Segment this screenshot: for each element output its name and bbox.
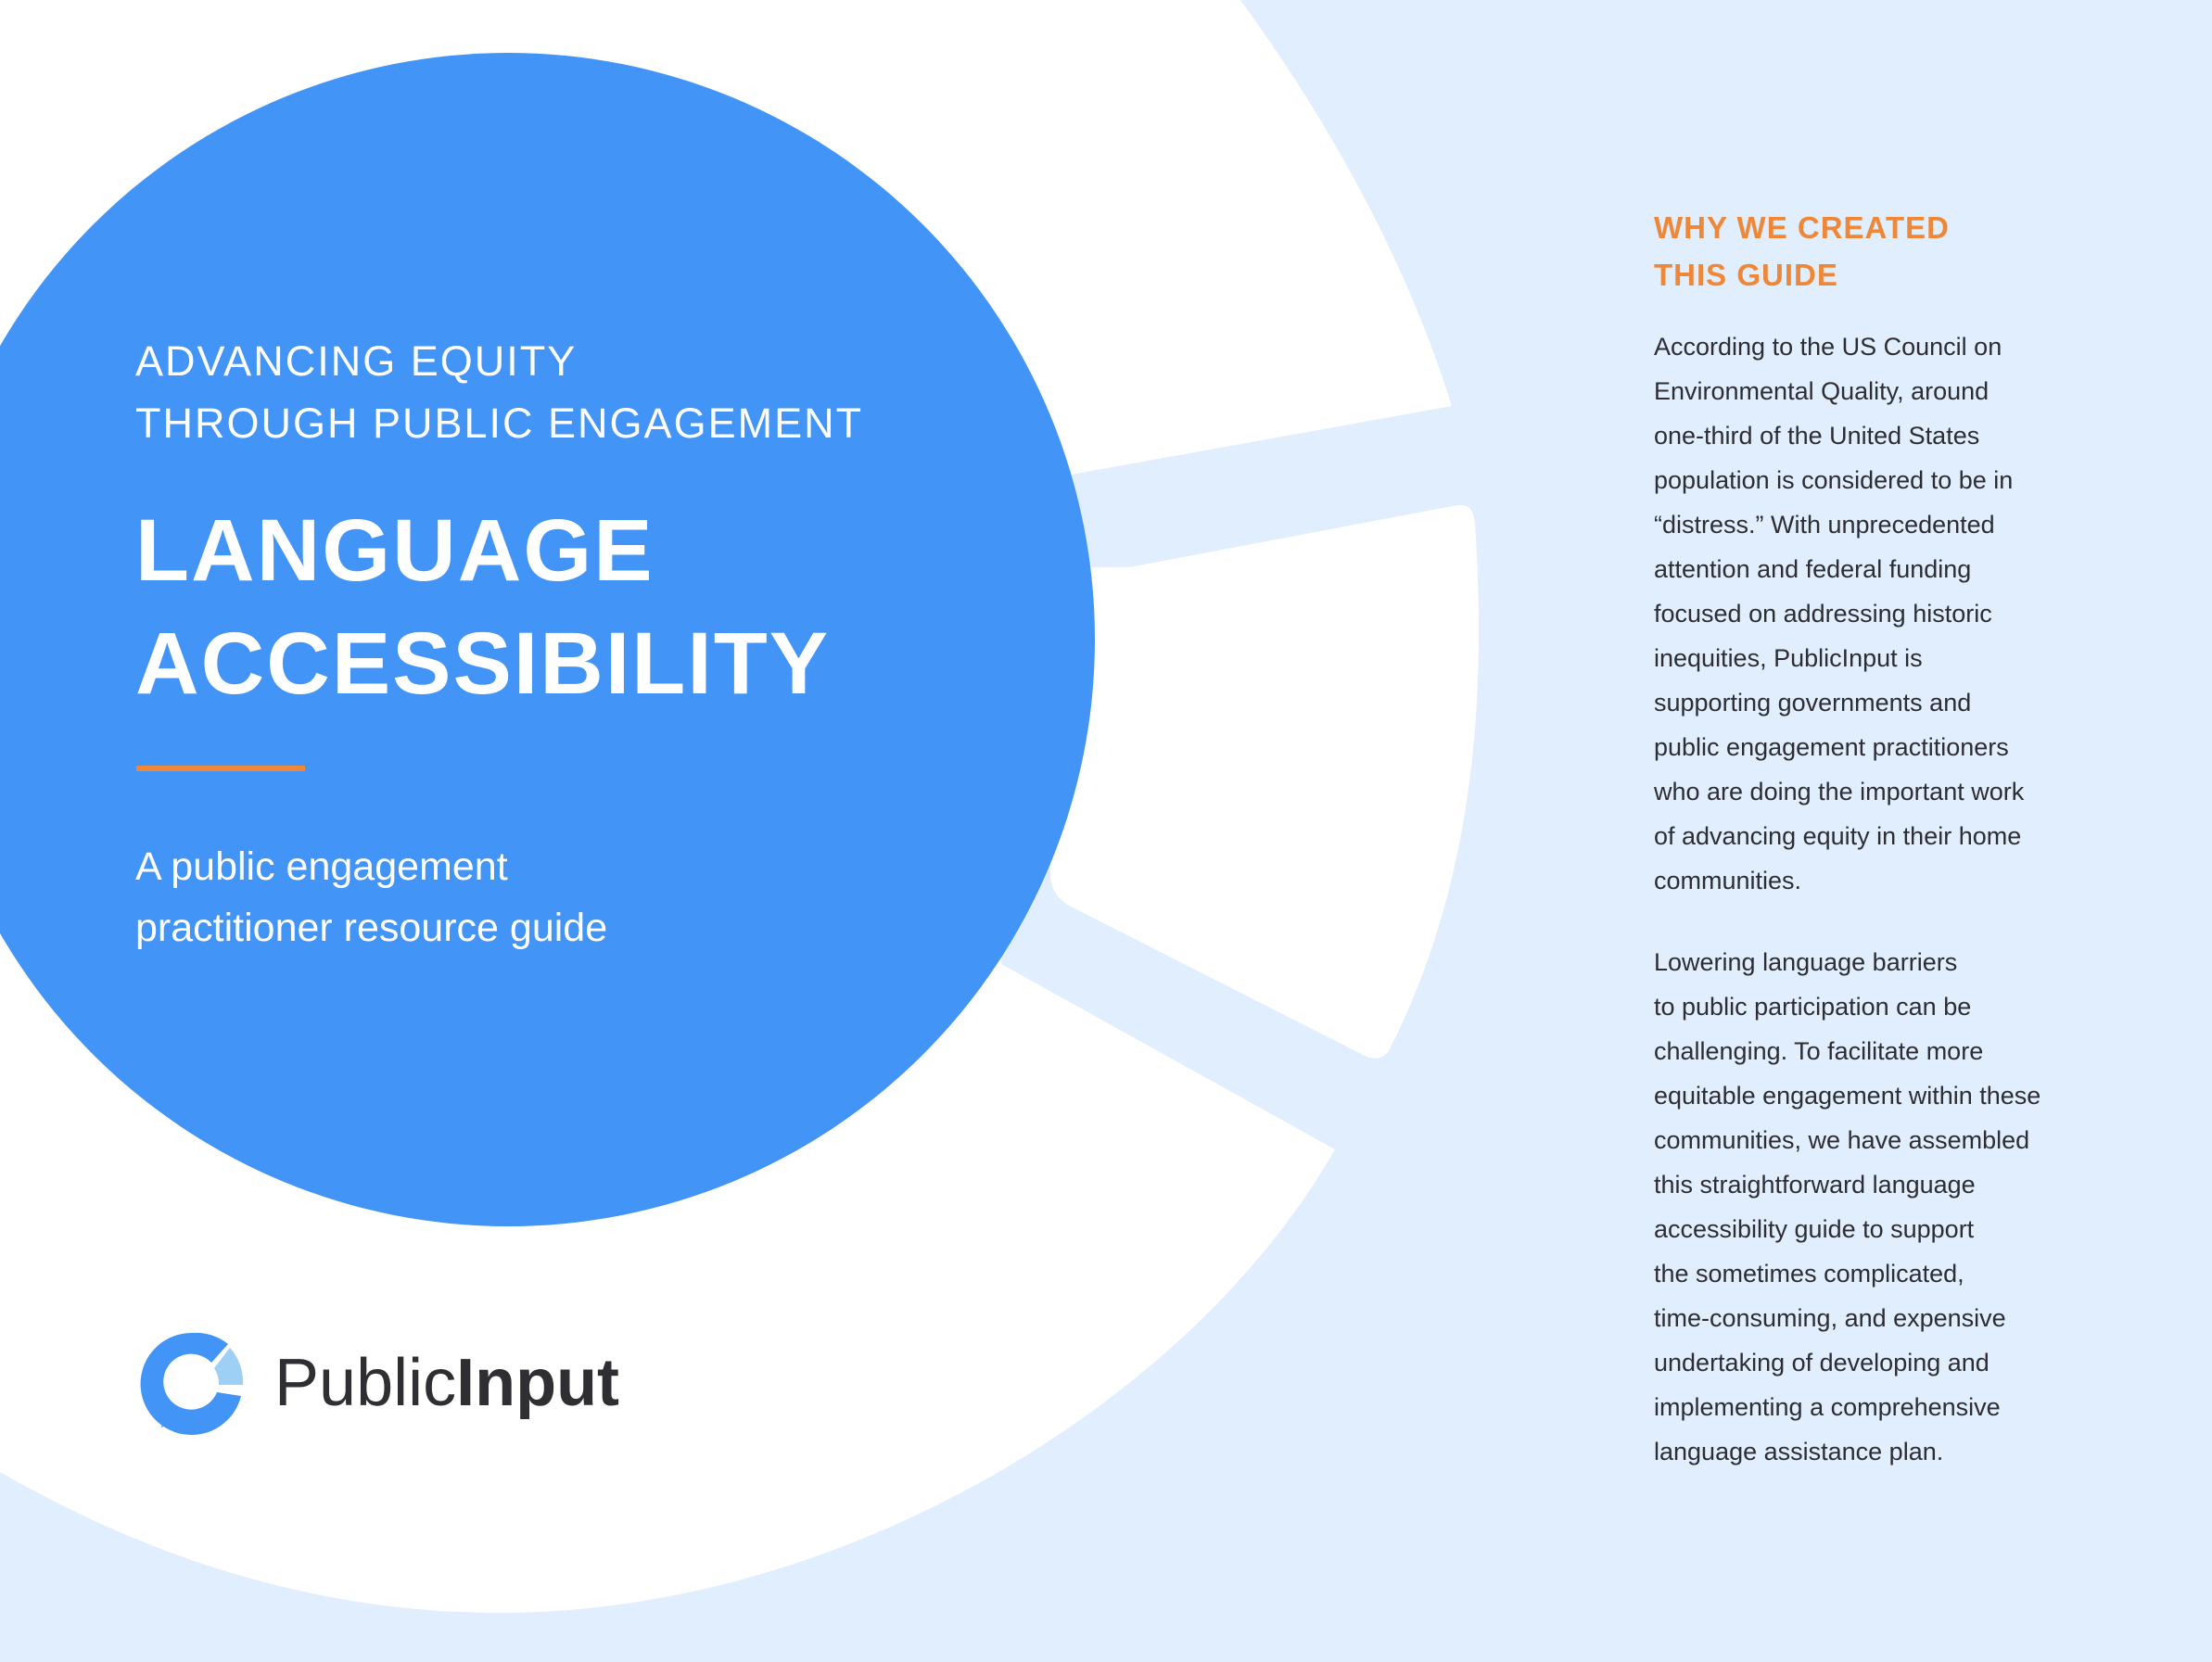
paragraph-line: to public participation can be (1654, 993, 1972, 1021)
paragraph-line: Environmental Quality, around (1654, 377, 1990, 405)
wordmark-input: Input (456, 1346, 620, 1420)
sidebar-heading (1654, 204, 2090, 298)
subtitle-line-1: A public engagement (135, 844, 508, 889)
paragraph-line: communities. (1654, 867, 1802, 894)
paragraph-line: language assistance plan. (1654, 1438, 1944, 1465)
why-sidebar (1654, 204, 2090, 1474)
cover-title (135, 494, 1025, 720)
publicinput-logo-icon (137, 1329, 247, 1439)
paragraph-line: one-third of the United States (1654, 422, 1980, 450)
paragraph-line: challenging. To facilitate more (1654, 1037, 1984, 1065)
paragraph-line: supporting governments and (1654, 689, 1972, 717)
wordmark-public: Public (274, 1346, 457, 1420)
sidebar-paragraph-1 (1654, 324, 2090, 903)
paragraph-line: According to the US Council on (1654, 333, 2002, 361)
publicinput-logo (137, 1327, 656, 1439)
sidebar-heading-line-1: WHY WE CREATED (1654, 210, 1950, 245)
paragraph-line: implementing a comprehensive (1654, 1393, 2001, 1421)
title-line-1: LANGUAGE (135, 501, 655, 600)
paragraph-line: undertaking of developing and (1654, 1349, 1990, 1377)
sidebar-paragraph-2 (1654, 940, 2090, 1474)
title-line-2: ACCESSIBILITY (135, 615, 831, 713)
eyebrow-line-2: THROUGH PUBLIC ENGAGEMENT (135, 400, 864, 447)
publicinput-wordmark (274, 1346, 619, 1420)
paragraph-line: who are doing the important work (1654, 778, 2025, 806)
cover-eyebrow (135, 330, 970, 454)
paragraph-line: population is considered to be in (1654, 466, 2014, 494)
paragraph-line: inequities, PublicInput is (1654, 644, 1923, 672)
paragraph-line: public engagement practitioners (1654, 733, 2009, 761)
eyebrow-line-1: ADVANCING EQUITY (135, 337, 578, 385)
sidebar-heading-line-2: THIS GUIDE (1654, 258, 1838, 292)
paragraph-line: equitable engagement within these (1654, 1082, 2041, 1110)
paragraph-line: this straightforward language (1654, 1171, 1976, 1199)
paragraph-line: accessibility guide to support (1654, 1215, 1975, 1243)
paragraph-line: “distress.” With unprecedented (1654, 511, 1995, 539)
paragraph-line: communities, we have assembled (1654, 1126, 2030, 1154)
cover-subtitle (135, 836, 877, 958)
paragraph-line: Lowering language barriers (1654, 948, 1958, 976)
title-divider (136, 766, 305, 771)
paragraph-line: the sometimes complicated, (1654, 1260, 1964, 1288)
paragraph-line: focused on addressing historic (1654, 600, 1992, 628)
subtitle-line-2: practitioner resource guide (135, 906, 608, 950)
paragraph-line: attention and federal funding (1654, 555, 1972, 583)
paragraph-line: time-consuming, and expensive (1654, 1304, 2006, 1332)
paragraph-line: of advancing equity in their home (1654, 822, 2022, 850)
